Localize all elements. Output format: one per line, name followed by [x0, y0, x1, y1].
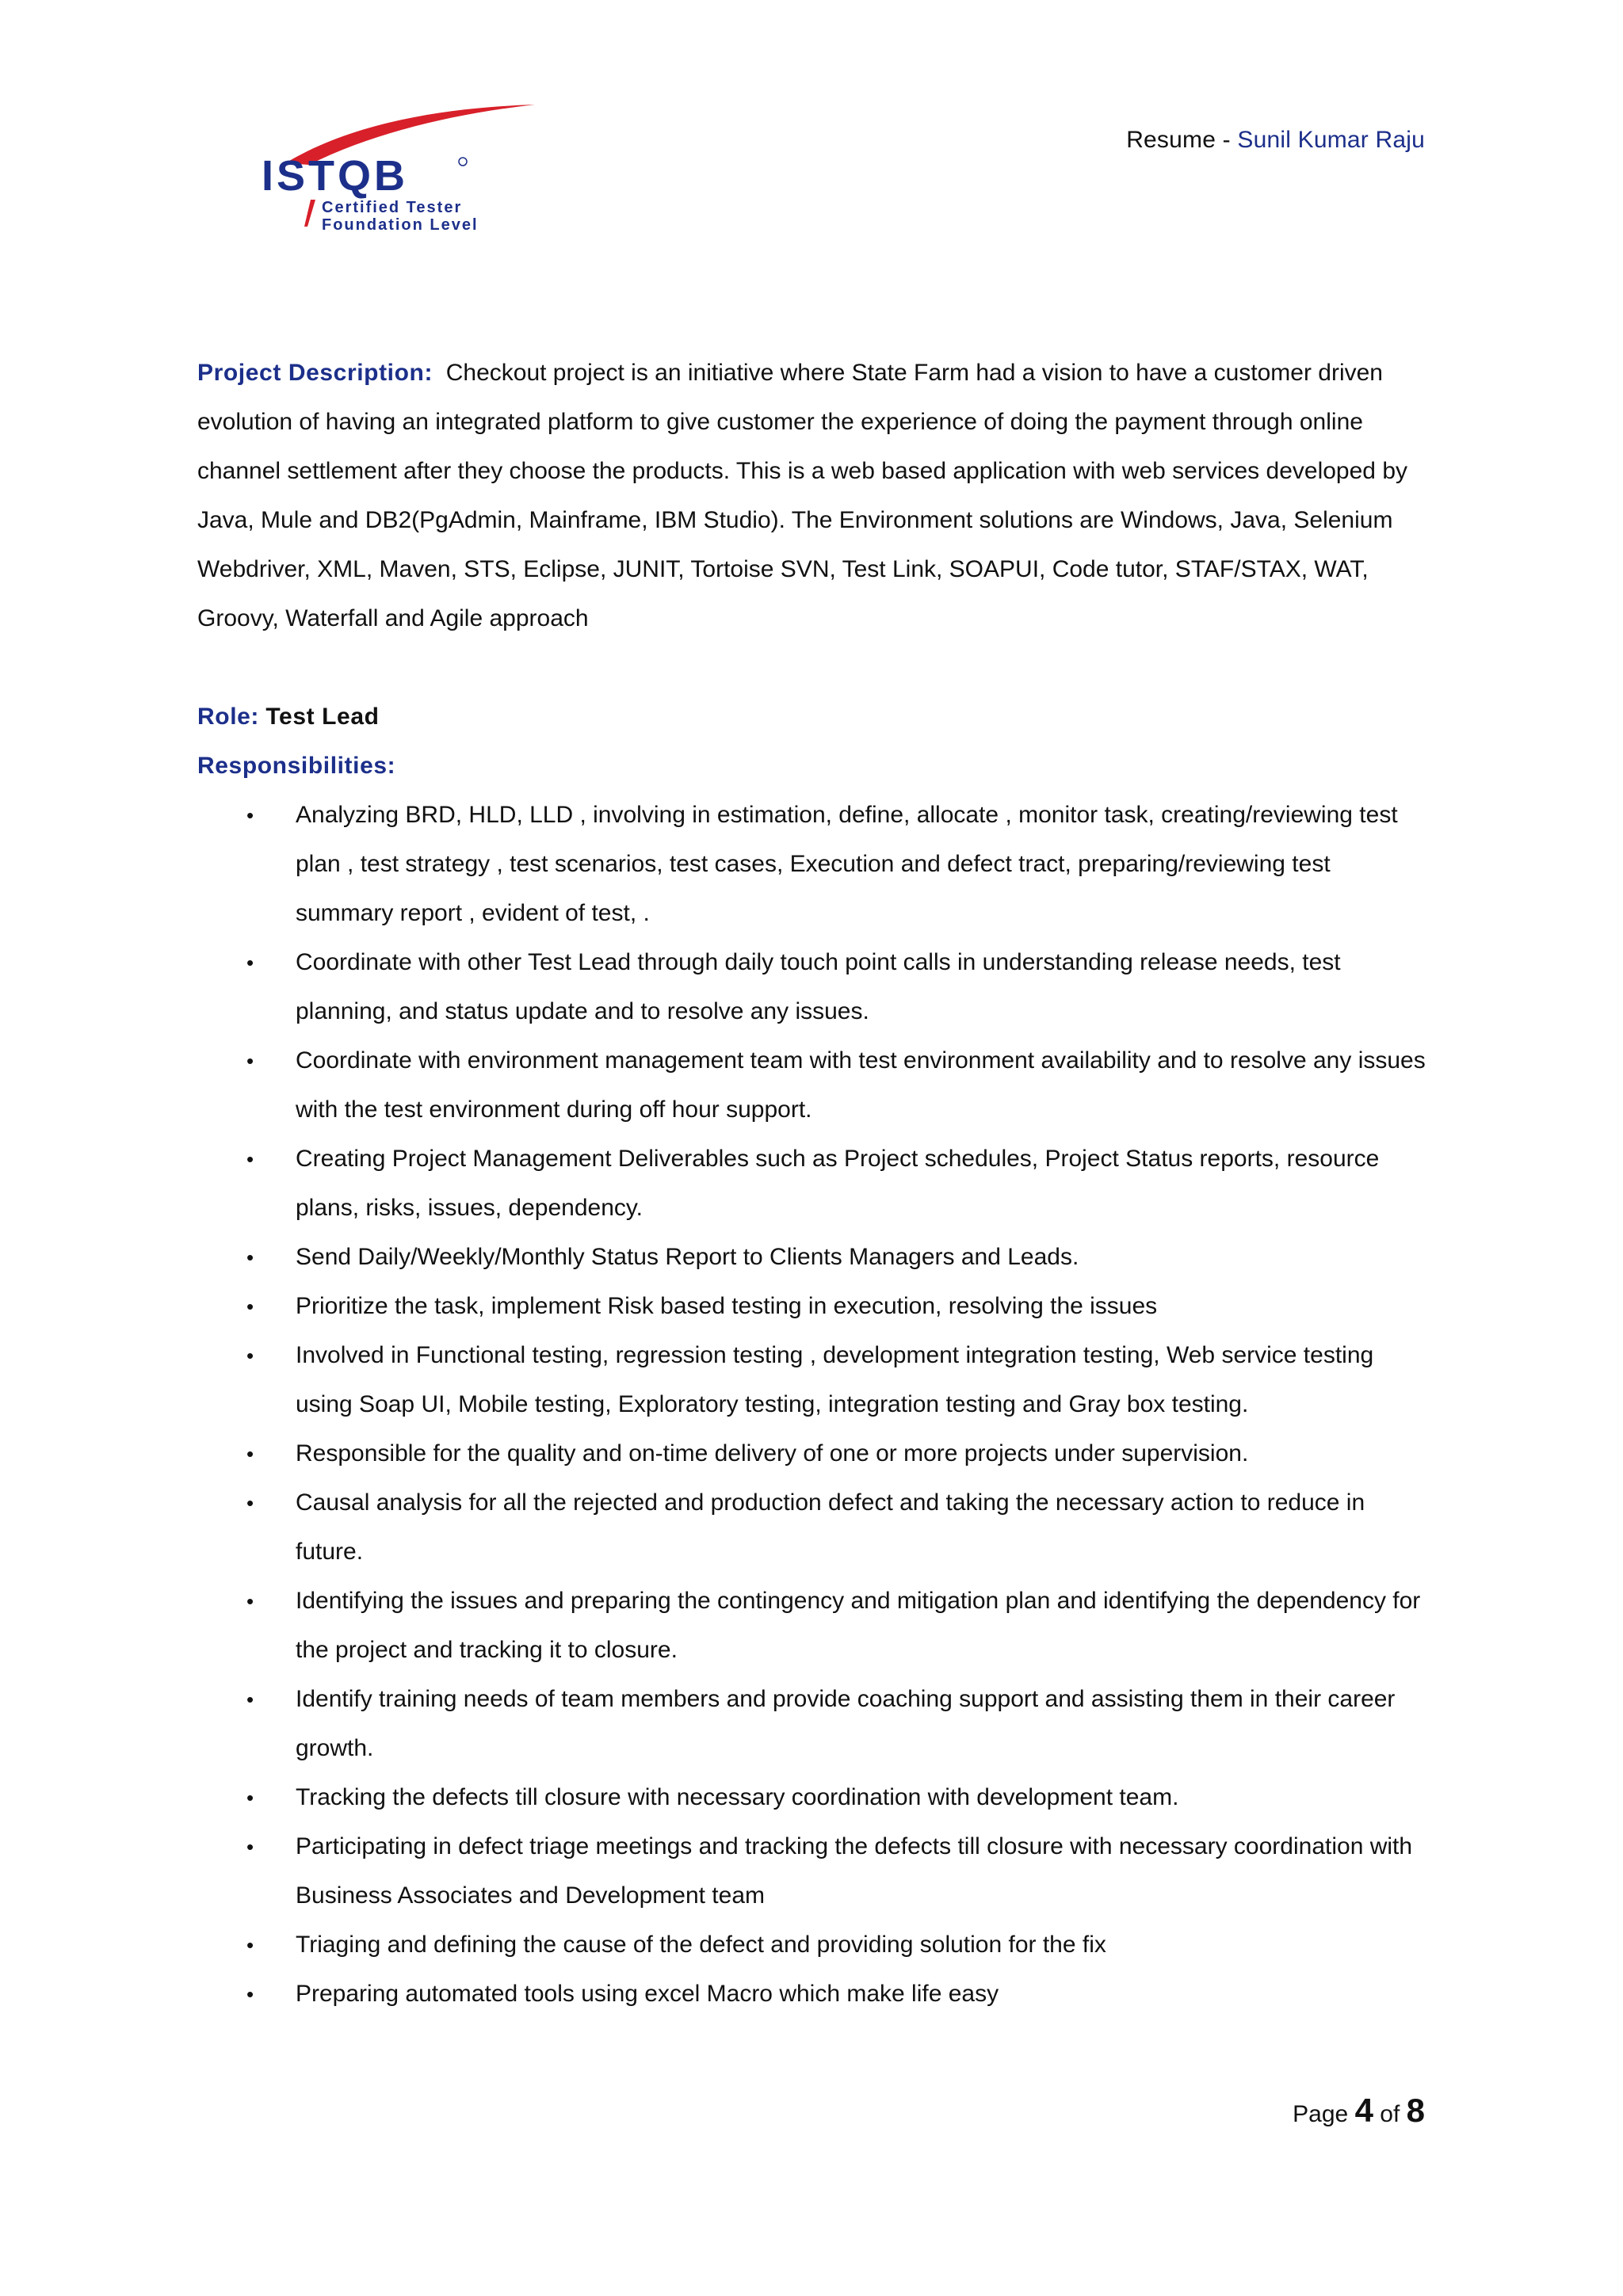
bullet-icon: •: [246, 1835, 254, 1859]
list-item: [197, 1135, 1434, 1233]
resume-content: [197, 349, 1434, 2019]
resume-prefix: Resume -: [1126, 127, 1238, 153]
istqb-logo: [254, 101, 539, 252]
role-value: Test Lead: [265, 704, 380, 730]
of-word: of: [1380, 2101, 1400, 2127]
project-description: [197, 349, 1434, 643]
list-item-text: Coordinate with environment management team with test environment availability and to resolve any issues with the test environment during off hour support.: [296, 1047, 1426, 1123]
list-item-text: Triaging and defining the cause of the defect and providing solution for the fix: [296, 1932, 1106, 1958]
responsibilities-label: Responsibilities:: [197, 753, 396, 779]
bullet-icon: •: [246, 951, 254, 974]
list-item-text: Causal analysis for all the rejected and production defect and taking the necessary action to reduce in future.: [296, 1489, 1365, 1565]
bullet-icon: •: [246, 1491, 254, 1515]
list-item: [197, 1920, 1434, 1970]
list-item-text: Tracking the defects till closure with necessary coordination with development team.: [296, 1784, 1179, 1810]
bullet-icon: •: [246, 1688, 254, 1711]
list-item-text: Creating Project Management Deliverables such as Project schedules, Project Status reports, resource plans, risks, issues, dependency.: [296, 1146, 1380, 1221]
bullet-icon: •: [246, 1344, 254, 1367]
bullet-icon: •: [246, 1786, 254, 1810]
list-item: [197, 1429, 1434, 1478]
list-item: [197, 1331, 1434, 1429]
responsibilities-list: [197, 791, 1434, 2019]
bullet-icon: •: [246, 1933, 254, 1957]
project-description-label: Project Description:: [197, 360, 433, 386]
page-total: 8: [1406, 2092, 1425, 2129]
bullet-icon: •: [246, 1147, 254, 1171]
list-item-text: Identifying the issues and preparing the contingency and mitigation plan and identifying the dependency for the project and tracking it to closure.: [296, 1588, 1421, 1663]
bullet-icon: •: [246, 1982, 254, 2006]
list-item: [197, 1577, 1434, 1675]
bullet-icon: •: [246, 1295, 254, 1318]
project-description-text: Checkout project is an initiative where State Farm had a vision to have a customer driven evolution of having an integrated platform to give customer the experience of doing the payment through online channel settlement after they choose the products. This is a web based application with web services developed by Java, Mule and DB2(PgAdmin, Mainframe, IBM Studio). The Environment solutions are Windows, Java, Selenium Webdriver, XML, Maven, STS, Eclipse, JUNIT, Tortoise SVN, Test Link, SOAPUI, Code tutor, STAF/STAX, WAT, Groovy, Waterfall and Agile approach: [197, 360, 1407, 631]
page-word: Page: [1293, 2101, 1349, 2127]
list-item-text: Responsible for the quality and on-time delivery of one or more projects under supervision.: [296, 1440, 1249, 1466]
list-item: [197, 1282, 1434, 1331]
list-item-text: Preparing automated tools using excel Macro which make life easy: [296, 1981, 999, 2007]
list-item: [197, 1036, 1434, 1135]
list-item: [197, 1675, 1434, 1773]
role-label: Role:: [197, 704, 259, 730]
resume-name: Sunil Kumar Raju: [1237, 127, 1425, 153]
list-item: [197, 1233, 1434, 1282]
page-number: 4: [1354, 2092, 1373, 2129]
logo-wordmark: ISTQB: [262, 152, 409, 200]
list-item: [197, 791, 1434, 938]
list-item-text: Analyzing BRD, HLD, LLD , involving in estimation, define, allocate , monitor task, creating/reviewing test plan , test strategy , test scenarios, test cases, Execution and defect tract, preparing/reviewing test summary report , evident of test, .: [296, 802, 1398, 926]
page-footer: [1293, 2092, 1425, 2130]
logo-subtitle-1: Certified Tester: [322, 199, 463, 216]
logo-subtitle-2: Foundation Level: [322, 216, 479, 234]
bullet-icon: •: [246, 1049, 254, 1073]
resume-header: [1126, 127, 1425, 154]
responsibilities-heading: [197, 742, 1434, 791]
list-item: [197, 1773, 1434, 1822]
list-item: [197, 938, 1434, 1036]
bullet-icon: •: [246, 1245, 254, 1269]
bullet-icon: •: [246, 1442, 254, 1466]
bullet-icon: •: [246, 1589, 254, 1613]
list-item-text: Prioritize the task, implement Risk based testing in execution, resolving the issues: [296, 1293, 1158, 1319]
list-item: [197, 1970, 1434, 2019]
list-item-text: Identify training needs of team members and provide coaching support and assisting them in their career growth.: [296, 1686, 1396, 1761]
list-item-text: Participating in defect triage meetings and tracking the defects till closure with necessary coordination with Business Associates and Development team: [296, 1833, 1413, 1909]
list-item: [197, 1478, 1434, 1577]
list-item-text: Involved in Functional testing, regression testing , development integration testing, Web service testing using Soap UI, Mobile testing, Exploratory testing, integration testing and Gray box testing.: [296, 1342, 1374, 1417]
role-line: [197, 692, 1434, 742]
list-item-text: Send Daily/Weekly/Monthly Status Report to Clients Managers and Leads.: [296, 1244, 1079, 1270]
list-item-text: Coordinate with other Test Lead through daily touch point calls in understanding release needs, test planning, and status update and to resolve any issues.: [296, 949, 1341, 1024]
list-item: [197, 1822, 1434, 1920]
bullet-icon: •: [246, 803, 254, 827]
